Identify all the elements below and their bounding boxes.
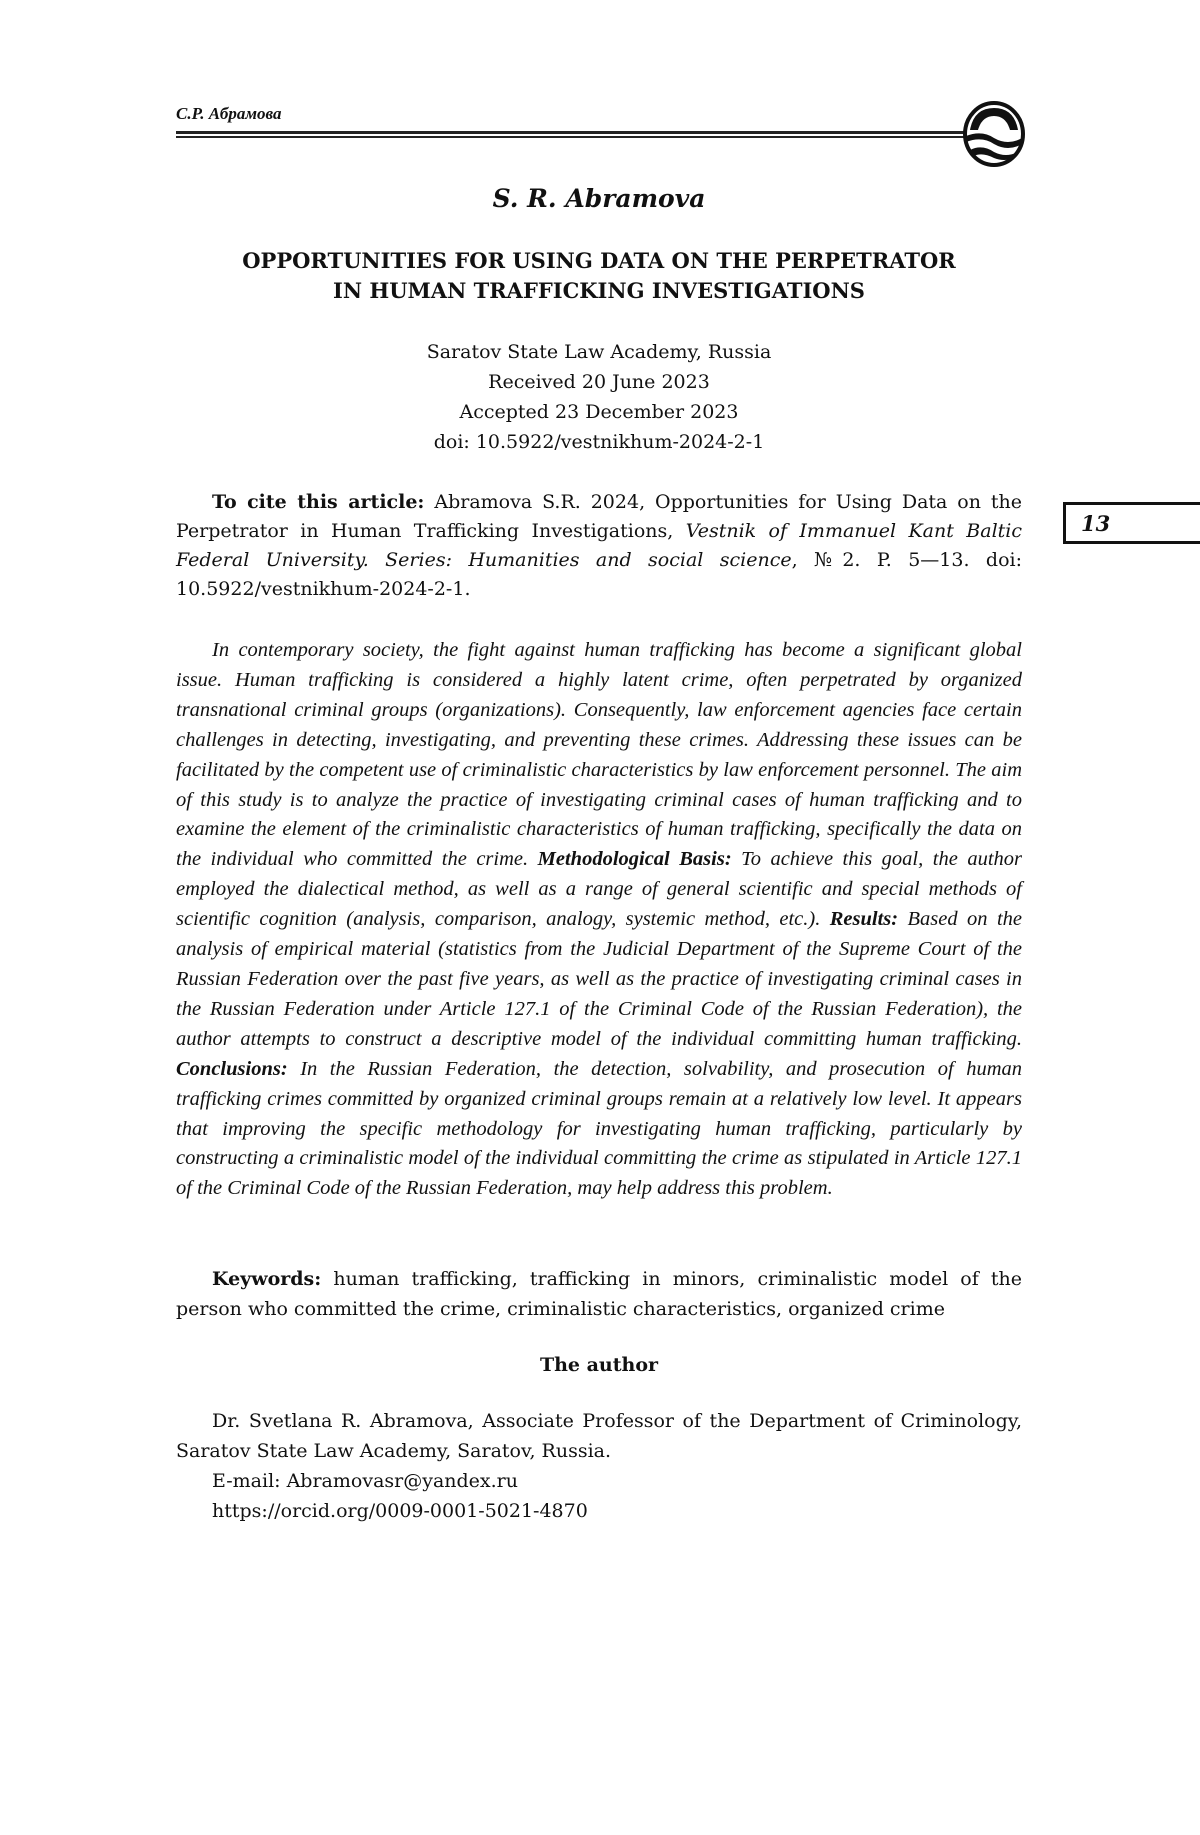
citation-text: , №2. P. 5—13. doi: 10.5922/vestnikhum-2024-2-1. — [176, 549, 1022, 600]
accepted-date: Accepted 23 December 2023 — [459, 401, 739, 423]
keywords-label: Keywords: — [212, 1268, 322, 1290]
methods-label: Methodological Basis: — [537, 848, 732, 871]
page-number: 13 — [1063, 502, 1200, 544]
abstract-conclusions: In the Russian Federation, the detection, solvability, and prosecution of human trafficking crimes committed by organized criminal groups remain at a relatively low level. It appears that improving the specific methodology for investigating human trafficking, particularly by constructing a criminalistic model of the individual committing the crime as stipulated in Article 127.1 of the Criminal Code of the Russian Federation, may help address this problem. — [176, 1057, 1022, 1200]
received-date: Received 20 June 2023 — [488, 371, 710, 393]
keywords — [176, 1264, 1022, 1324]
author-orcid[interactable]: https://orcid.org/0009-0001-5021-4870 — [212, 1500, 588, 1522]
author-email[interactable]: E-mail: Abramovasr@yandex.ru — [212, 1470, 519, 1492]
author-description: Dr. Svetlana R. Abramova, Associate Professor of the Department of Criminology, Saratov State Law Academy, Saratov, Russia. — [176, 1410, 1022, 1462]
citation-journal: Vestnik of Immanuel Kant Baltic Federal University. Series: Humanities and social science — [176, 520, 1023, 571]
article-title — [176, 246, 1022, 306]
abstract-results: Based on the analysis of empirical material (statistics from the Judicial Department of the Supreme Court of the Russian Federation over the past five years, as well as the practice of investigating criminal cases in the Russian Federation under Article 127.1 of the Criminal Code of the Russian Federation), the author attempts to construct a descriptive model of the individual committing human trafficking. — [176, 908, 1022, 1050]
citation — [176, 488, 1022, 604]
abstract — [176, 636, 1022, 1204]
header-rule — [176, 131, 966, 134]
author-heading: The author — [539, 1354, 659, 1376]
keywords-text: human trafficking, trafficking in minors, criminalistic model of the person who committed the crime, criminalistic characteristics, organized crime — [176, 1268, 1022, 1320]
citation-label: To cite this article: — [212, 491, 425, 513]
abstract-methods: To achieve this goal, the author employed the dialectical method, as well as a range of general scientific and special methods of scientific cognition (analysis, comparison, analogy, systemic method, etc.). — [176, 848, 1022, 931]
doi: doi: 10.5922/vestnikhum-2024-2-1 — [433, 431, 765, 453]
citation-text: Abramova S.R. 2024, Opportunities for Using Data on the Perpetrator in Human Trafficking Investigations, — [176, 491, 1022, 542]
article-author: S. R. Abramova — [492, 184, 706, 213]
running-head: С.Р. Абрамова — [176, 104, 282, 123]
affiliation: Saratov State Law Academy, Russia — [426, 341, 772, 363]
results-label: Results: — [829, 908, 899, 931]
title-line: IN HUMAN TRAFFICKING INVESTIGATIONS — [333, 278, 865, 303]
journal-logo-icon — [962, 100, 1026, 168]
abstract-intro: In contemporary society, the fight against human trafficking has become a significant global issue. Human trafficking is considered a highly latent crime, often perpetrated by organized transnational criminal groups (organizations). Consequently, law enforcement agencies face certain challenges in detecting, investigating, and preventing these crimes. Addressing these issues can be facilitated by the competent use of criminalistic characteristics by law enforcement personnel. The aim of this study is to analyze the practice of investigating criminal cases of human trafficking and to examine the element of the criminalistic characteristics of human trafficking, specifically the data on the individual who committed the crime. — [176, 639, 1022, 871]
article-meta — [176, 337, 1022, 457]
conclusions-label: Conclusions: — [176, 1057, 288, 1080]
header-rule — [176, 136, 966, 138]
author-info — [176, 1406, 1022, 1526]
title-line: OPPORTUNITIES FOR USING DATA ON THE PERPETRATOR — [242, 248, 956, 273]
